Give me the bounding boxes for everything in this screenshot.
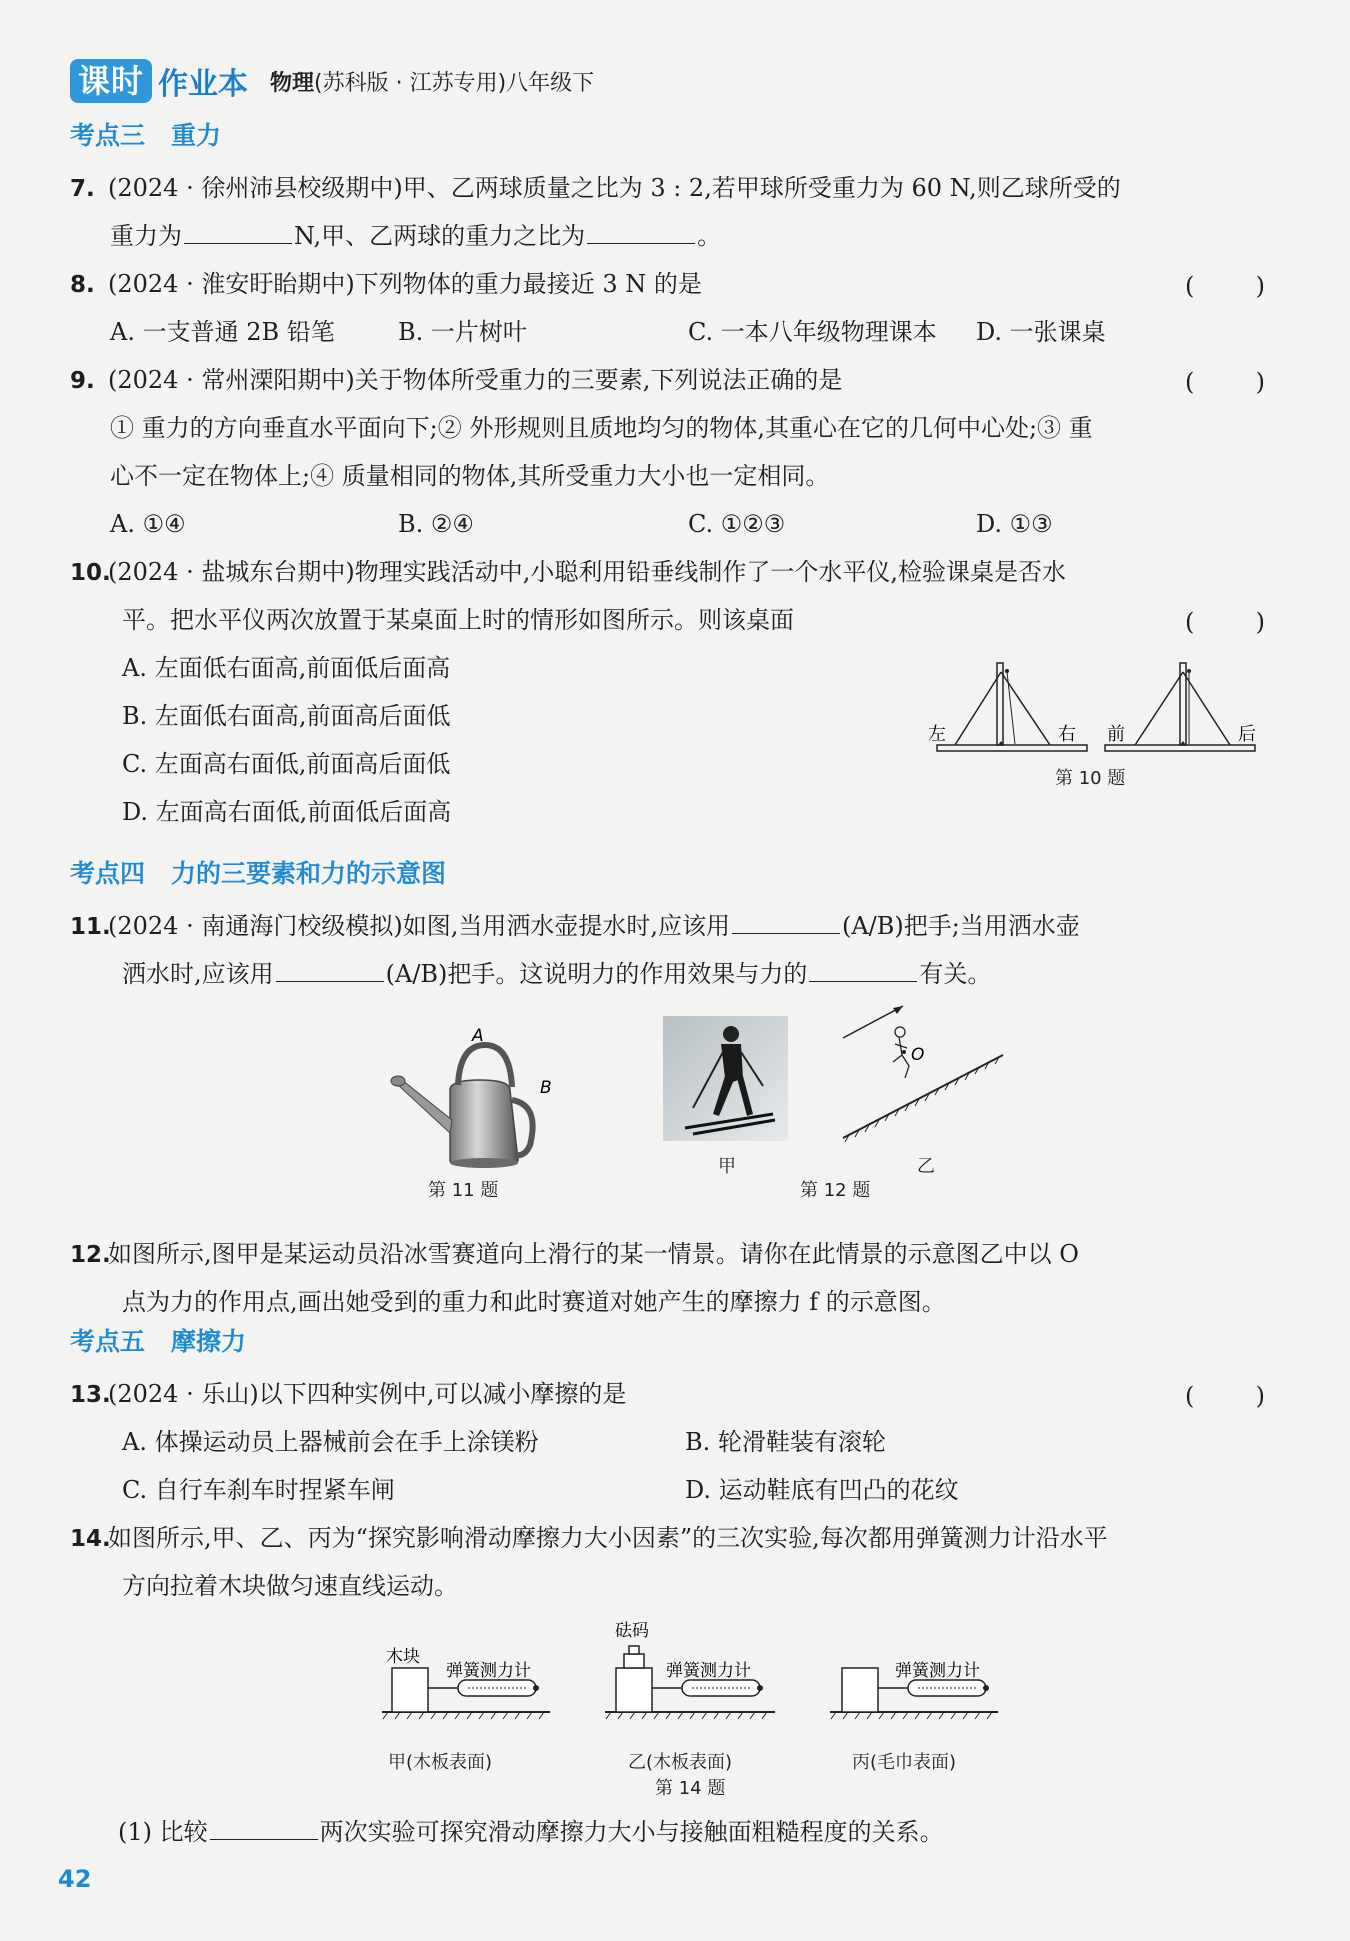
handle-a-label: A (472, 1026, 484, 1046)
option-b[interactable]: B. ②④ (398, 510, 474, 538)
question-12 (70, 1230, 1265, 1279)
point-o-label: O (911, 1045, 925, 1065)
answer-parentheses[interactable]: ( ) (1185, 368, 1265, 396)
level-right (1105, 663, 1255, 751)
page-header (70, 56, 594, 106)
question-text: (2024 · 乐山)以下四种实例中,可以减小摩擦的是 (108, 1380, 627, 1408)
text-segment: 两次实验可探究滑动摩擦力大小与接触面粗糙程度的关系。 (319, 1818, 944, 1846)
answer-parentheses[interactable]: ( ) (1185, 608, 1265, 636)
figure-caption-12: 第 12 题 (800, 1180, 871, 1201)
edition-name: (苏科版 · 江苏专用)八年级下 (314, 70, 595, 96)
answer-blank[interactable] (809, 956, 917, 982)
label-left: 左 (928, 724, 946, 745)
text-segment: 有关。 (919, 960, 992, 988)
question-11-line2 (122, 950, 991, 998)
option-c[interactable]: C. 一本八年级物理课本 (688, 318, 937, 346)
section-title: 摩擦力 (171, 1327, 247, 1356)
label-spring-scale: 弹簧测力计 (446, 1661, 531, 1681)
option-c[interactable]: C. ①②③ (688, 510, 786, 538)
option-c[interactable]: C. 左面高右面低,前面高后面低 (122, 750, 451, 778)
text-segment: (2024 · 南通海门校级模拟)如图,当用洒水壶提水时,应该用 (108, 912, 730, 940)
section-number: 考点四 (70, 859, 146, 888)
section-title: 力的三要素和力的示意图 (171, 859, 447, 888)
option-a[interactable]: A. 体操运动员上器械前会在手上涂镁粉 (122, 1428, 539, 1456)
answer-blank[interactable] (184, 218, 292, 244)
answer-blank[interactable] (732, 908, 840, 934)
option-b[interactable]: B. 轮滑鞋装有滚轮 (685, 1428, 886, 1456)
option-c[interactable]: C. 自行车刹车时捏紧车闸 (122, 1476, 395, 1504)
logo-text: 作业本 (158, 67, 249, 102)
option-d[interactable]: D. 左面高右面低,前面低后面高 (122, 798, 452, 826)
question-8 (70, 260, 1265, 309)
question-number: 12. (70, 1242, 111, 1268)
answer-parentheses[interactable]: ( ) (1185, 272, 1265, 300)
subject-name: 物理 (270, 70, 315, 96)
watering-can-figure (380, 1025, 570, 1170)
figure-caption-10: 第 10 题 (1055, 768, 1126, 789)
label-right: 右 (1058, 724, 1076, 745)
question-14-line2: 方向拉着木块做匀速直线运动。 (122, 1572, 458, 1600)
question-text: (2024 · 盐城东台期中)物理实践活动中,小聪利用铅垂线制作了一个水平仪,检验课桌是否水 (108, 558, 1066, 586)
label-front: 前 (1107, 724, 1125, 745)
answer-blank[interactable] (210, 1814, 318, 1840)
figure-caption-14: 第 14 题 (655, 1778, 726, 1799)
setup-label-yi: 乙(木板表面) (628, 1752, 733, 1773)
section-heading-5 (70, 1322, 246, 1358)
figure-label-jia: 甲 (718, 1156, 736, 1177)
text-segment: N,甲、乙两球的重力之比为 (294, 222, 586, 250)
section-heading-4 (70, 854, 446, 890)
question-number: 8. (70, 272, 95, 298)
handle-b-label: B (540, 1078, 552, 1098)
text-segment: 重力为 (110, 222, 182, 250)
skier-photo (663, 1016, 788, 1141)
question-11 (70, 902, 1265, 951)
text-segment: 。 (697, 222, 722, 250)
option-a[interactable]: A. ①④ (110, 510, 186, 538)
question-9-line2: ① 重力的方向垂直水平面向下;② 外形规则且质地均匀的物体,其重心在它的几何中心处;③ 重 (110, 414, 1093, 442)
answer-parentheses[interactable]: ( ) (1185, 1382, 1265, 1410)
option-b[interactable]: B. 一片树叶 (398, 318, 527, 346)
answer-blank[interactable] (587, 218, 695, 244)
question-7 (70, 164, 1265, 213)
option-d[interactable]: D. 一张课桌 (976, 318, 1106, 346)
question-14 (70, 1514, 1265, 1563)
setup-label-bing: 丙(毛巾表面) (852, 1752, 957, 1773)
question-text: 如图所示,图甲是某运动员沿冰雪赛道向上滑行的某一情景。请你在此情景的示意图乙中以 O (108, 1240, 1079, 1268)
question-text: (2024 · 常州溧阳期中)关于物体所受重力的三要素,下列说法正确的是 (108, 366, 843, 394)
label-back: 后 (1238, 724, 1256, 745)
section-title: 重力 (171, 121, 222, 150)
text-segment: 洒水时,应该用 (122, 960, 274, 988)
option-a[interactable]: A. 一支普通 2B 铅笔 (110, 318, 335, 346)
setup-yi (605, 1646, 775, 1719)
question-text: (2024 · 淮安盱眙期中)下列物体的重力最接近 3 N 的是 (108, 270, 702, 298)
question-7-line2 (110, 212, 721, 260)
question-14-sub1 (118, 1808, 944, 1856)
level-instrument-figure (925, 660, 1265, 760)
label-spring-scale: 弹簧测力计 (895, 1661, 980, 1681)
question-number: 13. (70, 1382, 111, 1408)
section-number: 考点三 (70, 121, 146, 150)
question-text: 如图所示,甲、乙、丙为“探究影响滑动摩擦力大小因素”的三次实验,每次都用弹簧测力计沿水平 (108, 1524, 1108, 1552)
logo-badge: 课时 (70, 59, 152, 103)
question-13 (70, 1370, 1265, 1419)
page-number: 42 (58, 1865, 92, 1893)
question-number: 7. (70, 176, 95, 202)
section-heading-3 (70, 116, 221, 152)
slope-diagram (835, 1000, 1015, 1150)
question-9 (70, 356, 1265, 405)
question-text: (2024 · 徐州沛县校级期中)甲、乙两球质量之比为 3 : 2,若甲球所受重力为 60 N,则乙球所受的 (108, 174, 1121, 202)
option-d[interactable]: D. ①③ (976, 510, 1053, 538)
text-segment: (A/B)把手;当用洒水壶 (841, 912, 1080, 940)
book-title (270, 66, 594, 97)
friction-experiment-figure (380, 1620, 1010, 1730)
question-10 (70, 548, 1265, 597)
figure-caption-11: 第 11 题 (428, 1180, 499, 1201)
label-weight: 砝码 (615, 1621, 649, 1641)
figure-label-yi: 乙 (917, 1156, 935, 1177)
label-block: 木块 (386, 1647, 420, 1667)
question-number: 9. (70, 368, 95, 394)
label-spring-scale: 弹簧测力计 (666, 1661, 751, 1681)
text-segment: (A/B)把手。这说明力的作用效果与力的 (385, 960, 808, 988)
option-a[interactable]: A. 左面低右面高,前面低后面高 (122, 654, 451, 682)
question-number: 14. (70, 1526, 111, 1552)
option-b[interactable]: B. 左面低右面高,前面高后面低 (122, 702, 451, 730)
question-12-line2: 点为力的作用点,画出她受到的重力和此时赛道对她产生的摩擦力 f 的示意图。 (122, 1288, 946, 1316)
question-number: 11. (70, 914, 111, 940)
question-9-line3: 心不一定在物体上;④ 质量相同的物体,其所受重力大小也一定相同。 (110, 462, 830, 490)
text-segment: (1) 比较 (118, 1818, 208, 1846)
answer-blank[interactable] (276, 956, 384, 982)
option-d[interactable]: D. 运动鞋底有凹凸的花纹 (685, 1476, 959, 1504)
section-number: 考点五 (70, 1327, 146, 1356)
question-number: 10. (70, 560, 111, 586)
book-logo (70, 59, 248, 103)
setup-label-jia: 甲(木板表面) (388, 1752, 493, 1773)
question-10-line2: 平。把水平仪两次放置于某桌面上时的情形如图所示。则该桌面 (122, 606, 794, 634)
